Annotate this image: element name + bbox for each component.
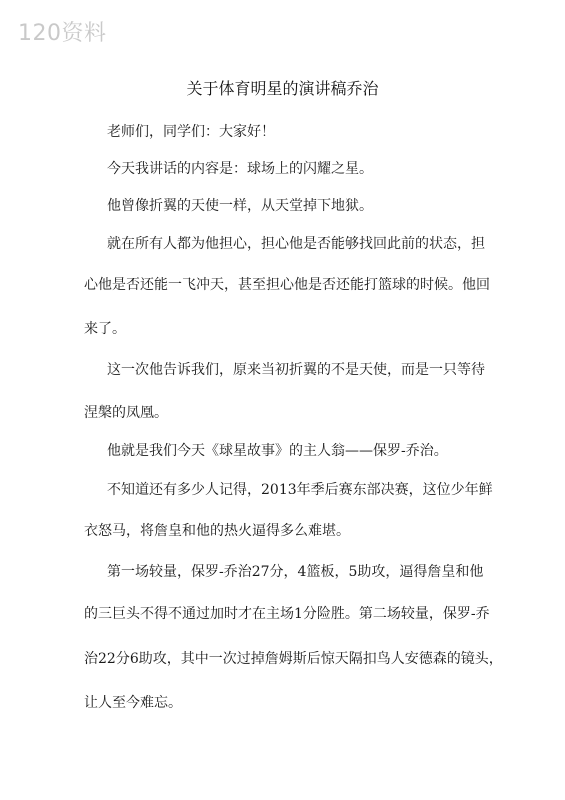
paragraph-line: 心他是否还能一飞冲天，甚至担心他是否还能打篮球的时候。他回 [84, 277, 490, 293]
paragraph-line: 的三巨头不得不通过加时才在主场1分险胜。第二场较量，保罗-乔 [84, 606, 490, 622]
paragraph-line: 今天我讲话的内容是：球场上的闪耀之星。 [107, 161, 373, 177]
paragraph-line: 衣怒马，将詹皇和他的热火逼得多么难堪。 [84, 523, 350, 539]
page-title: 关于体育明星的演讲稿乔治 [186, 79, 379, 98]
paragraph-line: 这一次他告诉我们，原来当初折翼的不是天使，而是一只等待 [107, 362, 485, 378]
paragraph-line: 不知道还有多少人记得，2013年季后赛东部决赛，这位少年鲜 [107, 482, 493, 498]
paragraph-line: 来了。 [84, 321, 126, 337]
watermark-logo: 120资料 [18, 21, 107, 46]
greeting-line: 老师们，同学们：大家好！ [107, 124, 275, 140]
paragraph-line: 第一场较量，保罗-乔治27分，4篮板，5助攻，逼得詹皇和他 [107, 564, 484, 580]
paragraph-line: 就在所有人都为他担心，担心他是否能够找回此前的状态，担 [107, 236, 485, 252]
paragraph-line: 涅槃的凤凰。 [84, 405, 168, 421]
paragraph-line: 让人至今难忘。 [84, 695, 182, 711]
paragraph-line: 他曾像折翼的天使一样，从天堂掉下地狱。 [107, 198, 373, 214]
paragraph-line: 他就是我们今天《球星故事》的主人翁——保罗-乔治。 [107, 443, 448, 459]
paragraph-line: 治22分6助攻，其中一次过掉詹姆斯后惊天隔扣鸟人安德森的镜头， [84, 651, 503, 667]
